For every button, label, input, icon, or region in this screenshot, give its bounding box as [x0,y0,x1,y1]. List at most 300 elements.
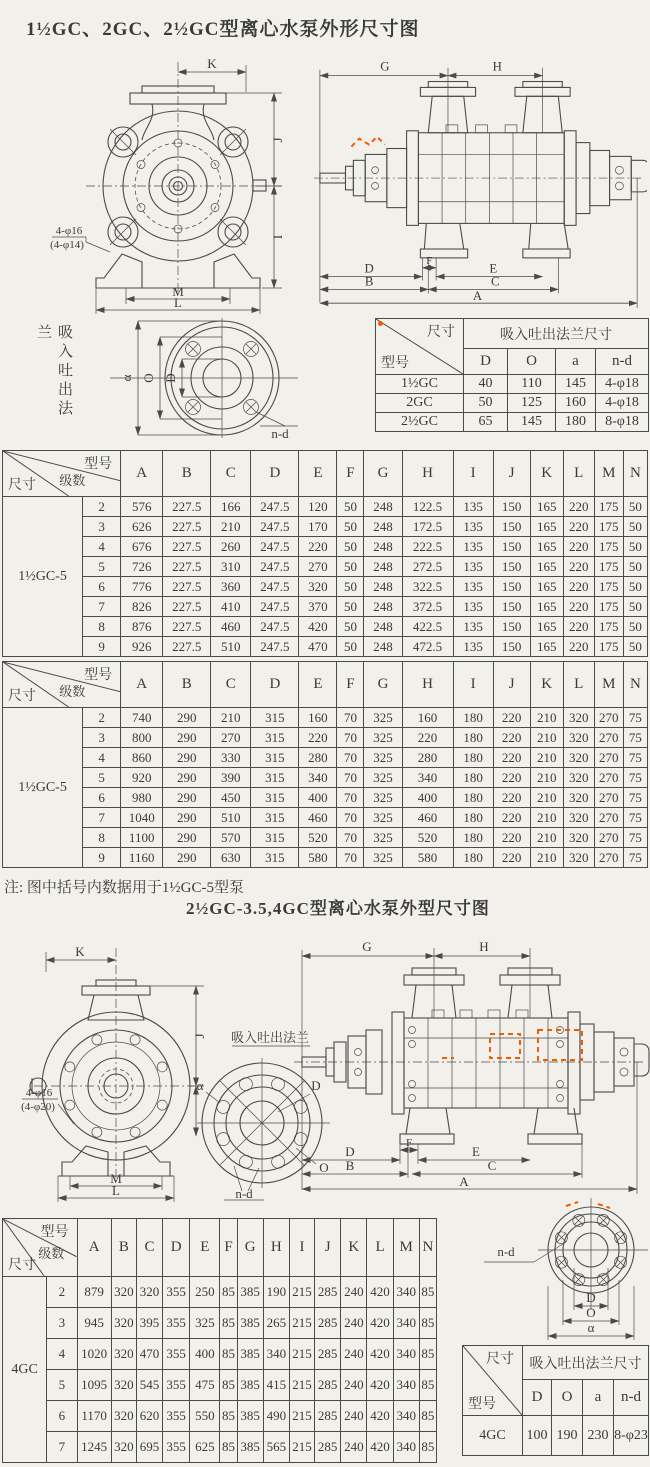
corner-label-stage: 级数 [38,1245,65,1261]
value-cell: 676 [121,537,163,557]
column-header-cell: H [402,662,453,708]
value-cell: 70 [337,768,364,788]
flange-drawing-1 [60,316,300,441]
value-cell: 135 [453,597,493,617]
value-cell: 240 [341,1339,367,1370]
value-cell: 220 [402,728,453,748]
value-cell: 320 [111,1432,136,1463]
value-cell: 50 [623,517,647,537]
corner-label-model: 型号 [84,457,113,472]
value-cell: 270 [594,828,623,848]
row-label-cell: 4 [83,748,121,768]
value-cell: 626 [121,517,163,537]
column-header-cell: F [337,451,364,497]
column-header-cell: A [121,662,163,708]
value-cell: 100 [523,1416,552,1456]
value-cell: 150 [493,537,530,557]
value-cell: 160 [556,394,596,413]
value-cell: 415 [263,1370,289,1401]
value-cell: 510 [211,637,251,657]
value-cell: 270 [211,728,251,748]
value-cell: 248 [364,537,402,557]
pump-front-view-drawing-1 [30,56,310,314]
value-cell: 150 [493,597,530,617]
value-cell: 325 [364,748,402,768]
column-header-cell: G [237,1219,263,1277]
row-label-cell: 8 [83,617,121,637]
table-row [3,537,648,557]
value-cell: 220 [493,728,530,748]
value-cell: 175 [594,577,623,597]
value-cell: 160 [402,708,453,728]
value-cell: 320 [563,788,594,808]
value-cell: 270 [594,768,623,788]
value-cell: 385 [237,1308,263,1339]
value-cell: 227.5 [163,577,211,597]
value-cell: 248 [364,497,402,517]
value-cell: 340 [393,1277,419,1308]
value-cell: 372.5 [402,597,453,617]
row-label-cell: 2 [47,1277,77,1308]
dim-label-H: H [492,59,502,74]
column-header-row [3,662,648,708]
flange-size-table-1 [375,318,649,432]
row-label-cell: 6 [83,577,121,597]
table-row [3,597,648,617]
column-header-cell: B [163,662,211,708]
value-cell: 876 [121,617,163,637]
value-cell: 247.5 [251,617,299,637]
value-cell: 248 [364,577,402,597]
value-cell: 879 [77,1277,111,1308]
value-cell: 220 [563,637,594,657]
suction-discharge-flange-label: 吸入吐出法兰 [35,324,72,419]
value-cell: 50 [337,537,364,557]
value-cell: 210 [530,768,563,788]
value-cell: 315 [251,708,299,728]
value-cell: 240 [341,1370,367,1401]
row-label-cell: 3 [47,1308,77,1339]
value-cell: 70 [337,708,364,728]
value-cell: 620 [136,1401,162,1432]
value-cell: 220 [299,728,337,748]
value-cell: 260 [211,537,251,557]
dim-label-alpha: α [196,1078,204,1093]
value-cell: 520 [299,828,337,848]
value-cell: 325 [364,768,402,788]
table-row [3,1277,437,1308]
column-header-cell: A [77,1219,111,1277]
value-cell: 1170 [77,1401,111,1432]
value-cell: 85 [419,1277,436,1308]
table-row [3,637,648,657]
table-row [3,1370,437,1401]
value-cell: 320 [563,828,594,848]
page-title-2: 2½GC-3.5,4GC型离心水泵外型尺寸图 [186,899,490,918]
value-cell: 320 [111,1339,136,1370]
column-header-row [3,1219,437,1277]
dim-label-J: J [270,137,285,143]
value-cell: 247.5 [251,577,299,597]
dim-label-D: D [345,1144,355,1159]
corner-label-size: 尺寸 [486,1352,514,1367]
value-cell: 85 [419,1339,436,1370]
value-cell: 248 [364,597,402,617]
value-cell: 776 [121,577,163,597]
value-cell: 4-φ18 [596,394,649,413]
value-cell: 355 [163,1432,190,1463]
dim-label-F: F [405,1137,413,1149]
value-cell: 580 [299,848,337,868]
value-cell: 220 [493,808,530,828]
row-label-cell: 2GC [376,394,464,413]
value-cell: 220 [493,768,530,788]
value-cell: 726 [121,557,163,577]
value-cell: 220 [563,597,594,617]
value-cell: 285 [315,1277,341,1308]
value-cell: 330 [211,748,251,768]
value-cell: 135 [453,517,493,537]
row-label-cell: 5 [47,1370,77,1401]
column-header-cell: a [583,1380,614,1416]
value-cell: 290 [163,808,211,828]
value-cell: 160 [299,708,337,728]
dim-label-B: B [364,274,374,289]
value-cell: 385 [237,1370,263,1401]
row-label-cell: 4GC [463,1416,523,1456]
value-cell: 165 [530,537,563,557]
value-cell: 215 [289,1432,314,1463]
column-header-cell: K [341,1219,367,1277]
column-header-cell: N [419,1219,436,1277]
value-cell: 166 [211,497,251,517]
dim-label-O: O [586,1305,596,1320]
value-cell: 270 [299,557,337,577]
value-cell: 125 [508,394,556,413]
value-cell: 355 [163,1370,190,1401]
value-cell: 190 [552,1416,583,1456]
value-cell: 248 [364,517,402,537]
value-cell: 320 [563,748,594,768]
value-cell: 50 [337,637,364,657]
value-cell: 290 [163,828,211,848]
pump-front-body [30,948,204,1180]
value-cell: 180 [453,768,493,788]
column-header-cell: D [251,662,299,708]
value-cell: 420 [367,1370,393,1401]
value-cell: 210 [211,708,251,728]
dim-label-D: D [364,261,374,276]
dim-label-E: E [489,261,498,276]
flange-size-table-2 [462,1345,649,1456]
value-cell: 75 [623,768,647,788]
value-cell: 315 [251,848,299,868]
pump-side-view-drawing-2 [292,938,650,1202]
column-header-cell: E [190,1219,220,1277]
bolt-hole-note-alt: (4-φ14) [50,239,84,251]
value-cell: 340 [263,1339,289,1370]
value-cell: 420 [367,1277,393,1308]
table-row [3,788,648,808]
value-cell: 165 [530,557,563,577]
value-cell: 70 [337,808,364,828]
value-cell: 165 [530,637,563,657]
corner-header-cell [463,1346,523,1416]
value-cell: 135 [453,497,493,517]
value-cell: 215 [289,1308,314,1339]
row-label-cell: 4 [47,1339,77,1370]
value-cell: 65 [464,413,508,432]
table-row [3,1432,437,1463]
value-cell: 315 [251,788,299,808]
value-cell: 50 [623,537,647,557]
value-cell: 826 [121,597,163,617]
value-cell: 247.5 [251,537,299,557]
dimension-lines [22,952,204,1202]
table-row [3,577,648,597]
value-cell: 460 [211,617,251,637]
dim-label-E: E [472,1144,480,1159]
value-cell: 322.5 [402,577,453,597]
value-cell: 340 [402,768,453,788]
value-cell: 85 [220,1432,237,1463]
value-cell: 175 [594,497,623,517]
value-cell: 270 [594,708,623,728]
value-cell: 227.5 [163,497,211,517]
value-cell: 325 [364,728,402,748]
value-cell: 340 [393,1339,419,1370]
value-cell: 315 [251,728,299,748]
value-cell: 420 [299,617,337,637]
value-cell: 272.5 [402,557,453,577]
value-cell: 227.5 [163,637,211,657]
value-cell: 85 [220,1370,237,1401]
value-cell: 75 [623,788,647,808]
value-cell: 70 [337,728,364,748]
value-cell: 50 [337,597,364,617]
value-cell: 740 [121,708,163,728]
value-cell: 50 [337,517,364,537]
page-title-1: 1½GC、2GC、2½GC型离心水泵外形尺寸图 [26,19,420,40]
value-cell: 50 [623,557,647,577]
value-cell: 150 [493,517,530,537]
value-cell: 240 [341,1432,367,1463]
value-cell: 320 [111,1277,136,1308]
value-cell: 50 [337,577,364,597]
column-header-cell: K [530,451,563,497]
dim-label-D: D [586,1290,596,1305]
value-cell: 85 [419,1401,436,1432]
value-cell: 580 [402,848,453,868]
value-cell: 135 [453,617,493,637]
column-header-cell: L [563,451,594,497]
value-cell: 175 [594,537,623,557]
value-cell: 285 [315,1401,341,1432]
dim-label-K: K [207,56,217,71]
corner-label-size: 尺寸 [8,689,36,704]
column-header-cell: N [623,451,647,497]
value-cell: 247.5 [251,517,299,537]
column-header-cell: M [393,1219,419,1277]
value-cell: 175 [594,597,623,617]
value-cell: 145 [508,413,556,432]
value-cell: 4-φ18 [596,375,649,394]
value-cell: 210 [530,708,563,728]
pump-front-body [86,62,282,292]
table-row [376,394,649,413]
value-cell: 180 [453,728,493,748]
value-cell: 220 [493,708,530,728]
bolt-hole-note: 4-φ16 [25,1087,53,1099]
value-cell: 980 [121,788,163,808]
column-header-cell: O [552,1380,583,1416]
dim-label-I: I [270,234,285,240]
value-cell: 250 [190,1277,220,1308]
value-cell: 247.5 [251,497,299,517]
table-row [376,413,649,432]
value-cell: 355 [163,1277,190,1308]
value-cell: 220 [493,848,530,868]
dim-label-L: L [174,295,182,310]
value-cell: 227.5 [163,517,211,537]
value-cell: 355 [163,1401,190,1432]
value-cell: 165 [530,497,563,517]
value-cell: 240 [341,1401,367,1432]
span-header-cell: 吸入吐出法兰尺寸 [523,1346,649,1380]
value-cell: 227.5 [163,597,211,617]
column-header-cell: L [563,662,594,708]
value-cell: 50 [464,394,508,413]
value-cell: 248 [364,557,402,577]
value-cell: 227.5 [163,617,211,637]
value-cell: 85 [220,1277,237,1308]
corner-label-model: 型号 [381,356,409,371]
value-cell: 360 [211,577,251,597]
value-cell: 315 [251,748,299,768]
value-cell: 355 [163,1308,190,1339]
value-cell: 570 [211,828,251,848]
corner-label-stage: 级数 [59,683,86,699]
value-cell: 210 [530,748,563,768]
value-cell: 315 [251,808,299,828]
column-header-cell: G [364,662,402,708]
dim-label-B: B [345,1158,355,1173]
value-cell: 210 [530,788,563,808]
value-cell: 385 [237,1401,263,1432]
column-header-cell: M [594,451,623,497]
value-cell: 520 [402,828,453,848]
table-row [3,1308,437,1339]
value-cell: 400 [402,788,453,808]
corner-label-stage: 级数 [59,472,86,488]
value-cell: 400 [299,788,337,808]
value-cell: 180 [453,828,493,848]
value-cell: 220 [493,828,530,848]
value-cell: 400 [190,1339,220,1370]
value-cell: 215 [289,1370,314,1401]
table-row [3,1339,437,1370]
value-cell: 150 [493,557,530,577]
column-header-cell: F [337,662,364,708]
row-label-cell: 6 [83,788,121,808]
value-cell: 215 [289,1277,314,1308]
value-cell: 220 [493,788,530,808]
value-cell: 85 [220,1339,237,1370]
table-row [3,517,648,537]
value-cell: 320 [136,1277,162,1308]
dim-label-M: M [110,1171,122,1186]
value-cell: 210 [530,808,563,828]
value-cell: 470 [299,637,337,657]
value-cell: 576 [121,497,163,517]
column-header-cell: G [364,451,402,497]
header-row [463,1346,649,1380]
value-cell: 410 [211,597,251,617]
value-cell: 70 [337,828,364,848]
value-cell: 320 [563,808,594,828]
value-cell: 340 [393,1401,419,1432]
value-cell: 280 [299,748,337,768]
column-header-cell: D [464,349,508,375]
value-cell: 395 [136,1308,162,1339]
column-header-cell: I [453,451,493,497]
dim-label-nd: n-d [271,426,289,441]
corner-label-size: 尺寸 [427,325,455,340]
corner-label-model: 型号 [84,668,113,683]
table-row [463,1416,649,1456]
value-cell: 290 [163,728,211,748]
value-cell: 110 [508,375,556,394]
column-header-cell: N [623,662,647,708]
dim-label-D: D [163,373,178,383]
bolt-hole-note: 4-φ16 [55,225,83,237]
row-label-cell: 5 [83,768,121,788]
value-cell: 170 [299,517,337,537]
column-header-cell: J [315,1219,341,1277]
value-cell: 247.5 [251,597,299,617]
value-cell: 172.5 [402,517,453,537]
value-cell: 325 [364,788,402,808]
row-label-cell: 8 [83,828,121,848]
corner-label-model: 型号 [468,1397,496,1412]
row-label-cell: 4 [83,537,121,557]
table-row [3,808,648,828]
row-group-label: 4GC [3,1277,47,1463]
value-cell: 270 [594,788,623,808]
value-cell: 210 [211,517,251,537]
value-cell: 220 [563,517,594,537]
column-header-cell: E [299,662,337,708]
dimension-table-2 [2,661,648,868]
value-cell: 470 [136,1339,162,1370]
value-cell: 85 [419,1432,436,1463]
dim-label-J: J [192,1033,207,1039]
value-cell: 220 [563,497,594,517]
value-cell: 175 [594,557,623,577]
value-cell: 325 [190,1308,220,1339]
dim-label-alpha: α [119,374,134,382]
pen-annotation [351,137,385,147]
value-cell: 422.5 [402,617,453,637]
value-cell: 135 [453,557,493,577]
value-cell: 220 [563,577,594,597]
row-label-cell: 7 [83,597,121,617]
table-row [3,848,648,868]
value-cell: 70 [337,788,364,808]
value-cell: 450 [211,788,251,808]
column-header-cell: K [530,662,563,708]
value-cell: 320 [299,577,337,597]
